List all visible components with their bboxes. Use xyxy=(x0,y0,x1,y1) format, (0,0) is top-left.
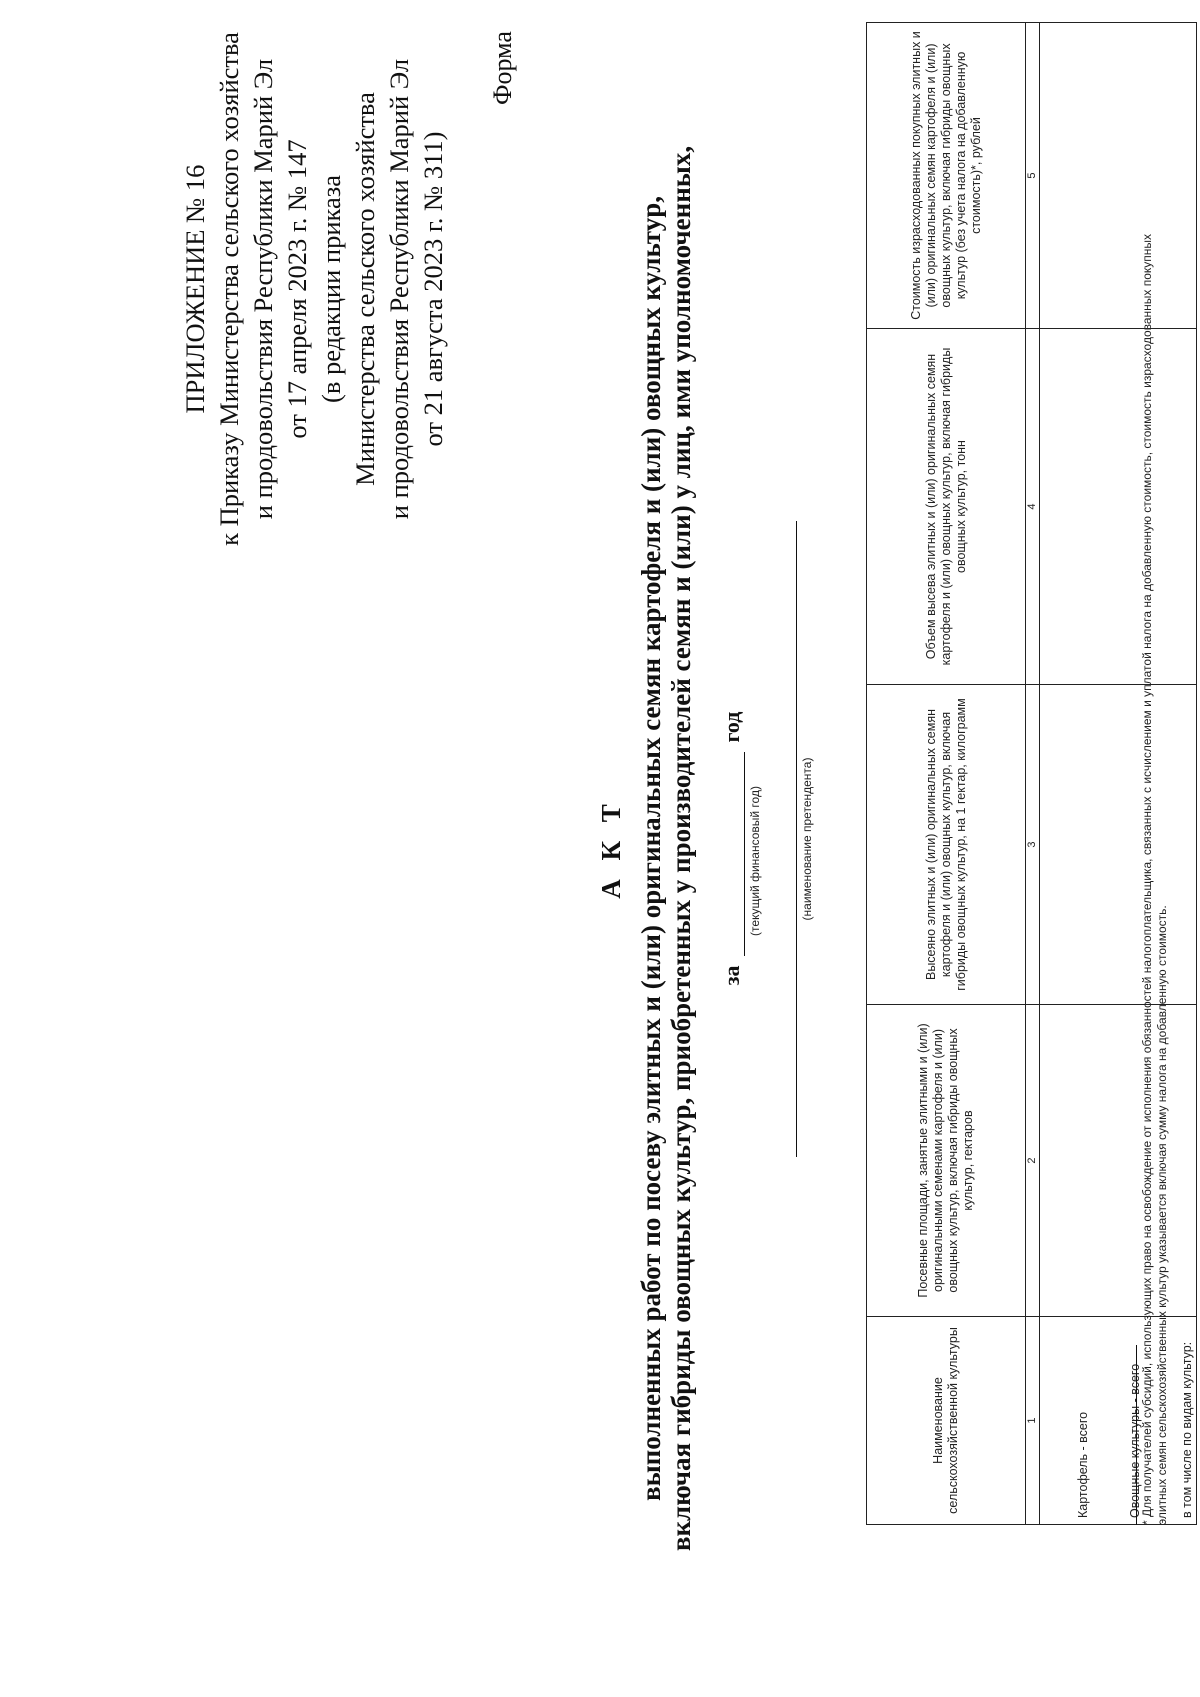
footnote-line: элитных семян сельскохозяйственных культур указывается включая сумму налога на добавленную стоимость. xyxy=(1155,905,1169,1525)
appendix-line: ПРИЛОЖЕНИЕ № 16 xyxy=(180,164,210,414)
column-header: Посевные площади, занятые элитными и (или) оригинальными семенами картофеля и (или) овощных культур, включая гибриды овощных культур, гектаров xyxy=(867,1005,1026,1317)
act-subtitle xyxy=(636,0,696,1697)
column-number: 2 xyxy=(1026,1005,1040,1317)
column-header: Стоимость израсходованных покупных элитных и (или) оригинальных семян картофеля и (или) овощных культур, включая гибриды овощных культур (без учета налога на добавленную стоимость)*, рублей xyxy=(867,23,1026,329)
applicant-blank-line xyxy=(796,521,797,1157)
table-cell xyxy=(1092,1005,1144,1317)
act-subtitle-line: включая гибриды овощных культур, приобретенных у производителей семян и (или) у лиц, ими уполномоченных, xyxy=(666,145,696,1552)
appendix-line: от 21 августа 2023 г. № 311) xyxy=(418,131,448,447)
column-header: Объем высева элитных и (или) оригинальных семян картофеля и (или) овощных культур, включая гибриды овощных культур, тонн xyxy=(867,329,1026,685)
god-label: год xyxy=(719,711,744,743)
appendix-line: и продовольствия Республики Марий Эл xyxy=(248,58,278,520)
footnote-line: * Для получателей субсидий, использующих право на освобождение от исполнения обязанностей налогоплательщика, связанных с исчислением и уплатой налога на добавленную стоимость, стоимость израсходованных покупных xyxy=(1140,233,1154,1525)
act-subtitle-line: выполненных работ по посеву элитных и (или) оригинальных семян картофеля и (или) овощных культур, xyxy=(636,196,666,1501)
table-cell xyxy=(1092,23,1144,329)
period-line xyxy=(719,0,745,1697)
column-number: 3 xyxy=(1026,685,1040,1005)
fin-year-blank xyxy=(726,752,745,956)
column-number: 5 xyxy=(1026,23,1040,329)
column-number: 4 xyxy=(1026,329,1040,685)
appendix-line: и продовольствия Республики Марий Эл xyxy=(384,58,414,520)
appendix-header xyxy=(178,29,450,549)
table-cell xyxy=(1040,23,1093,329)
appendix-line: Министерства сельского хозяйства xyxy=(350,92,380,486)
appendix-line: от 17 апреля 2023 г. № 147 xyxy=(282,139,312,439)
table-cell xyxy=(1092,329,1144,685)
fin-year-caption: (текущий финансовый год) xyxy=(748,786,762,936)
row-label: Картофель - всего xyxy=(1040,1317,1093,1525)
appendix-line: к Приказу Министерства сельского хозяйства xyxy=(214,32,244,546)
appendix-line: (в редакции приказа xyxy=(316,175,346,403)
table-cell xyxy=(1040,1005,1093,1317)
form-label: Форма xyxy=(488,31,517,105)
applicant-caption: (наименование претендента) xyxy=(800,757,814,921)
column-header: Наименование сельскохозяйственной культуры xyxy=(867,1317,1026,1525)
row-label: в том числе по видам культур: xyxy=(1144,1317,1197,1525)
table-cell xyxy=(1092,685,1144,1005)
column-header: Высеяно элитных и (или) оригинальных семян картофеля и (или) овощных культур, включая гибриды овощных культур, на 1 гектар, килограмм xyxy=(867,685,1026,1005)
za-label: за xyxy=(719,965,744,986)
column-number: 1 xyxy=(1026,1317,1040,1525)
footnote-divider xyxy=(1136,1345,1137,1525)
table-row xyxy=(1092,23,1144,1525)
column-number-row xyxy=(1026,23,1040,1525)
row-label: Овощные культуры - всего xyxy=(1092,1317,1144,1525)
table-row xyxy=(1040,23,1093,1525)
act-title: А К Т xyxy=(596,798,626,899)
table-cell xyxy=(1040,329,1093,685)
table-cell xyxy=(1040,685,1093,1005)
table-header-row xyxy=(867,23,1026,1525)
footnote xyxy=(1140,25,1170,1525)
